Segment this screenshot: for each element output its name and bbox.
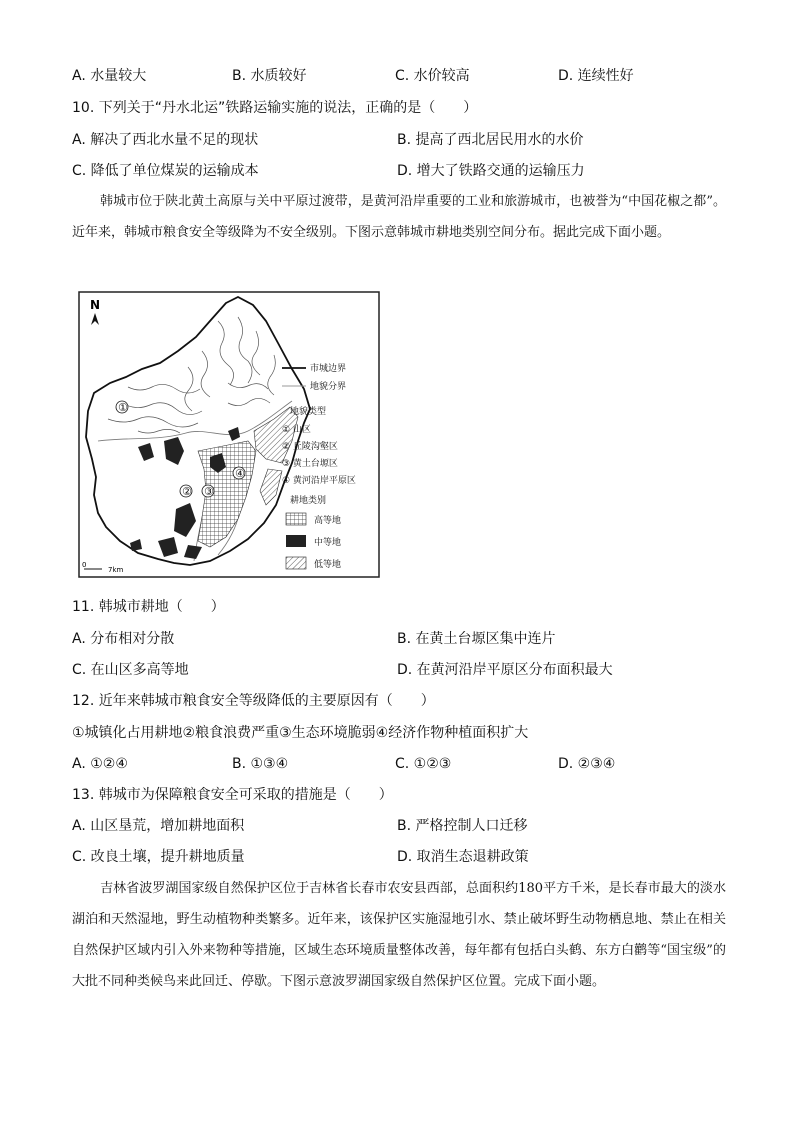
q10-option-c: C. 降低了单位煤炭的运输成本 (72, 163, 259, 179)
q13-stem: 13. 韩城市为保障粮食安全可采取的措施是（ ） (72, 787, 393, 803)
legend-landform-title: 地貌类型 (290, 407, 327, 417)
q11-option-a: A. 分布相对分散 (72, 631, 175, 647)
q9-option-d: D. 连续性好 (558, 68, 634, 84)
scale-zero: 0 (82, 561, 87, 569)
region-3-label: ③ (204, 485, 214, 498)
q13-option-a: A. 山区垦荒，增加耕地面积 (72, 818, 245, 834)
passage-jilin (72, 873, 726, 997)
q13-option-c: C. 改良土壤，提升耕地质量 (72, 849, 245, 865)
region-4-label: ④ (235, 467, 245, 480)
legend-high: 高等地 (314, 516, 342, 526)
q10-stem: 10. 下列关于“丹水北运”铁路运输实施的说法，正确的是（ ） (72, 100, 478, 116)
legend-landform-2: ② 丘陵沟壑区 (282, 442, 338, 452)
legend-city-boundary: 市城边界 (310, 364, 347, 374)
hancheng-farmland-map (78, 291, 380, 578)
q13-option-d: D. 取消生态退耕政策 (397, 849, 529, 865)
passage-hancheng (72, 186, 726, 248)
q12-option-c: C. ①②③ (395, 756, 452, 772)
q11-option-b: B. 在黄土台塬区集中连片 (397, 631, 556, 647)
q12-option-d: D. ②③④ (558, 756, 616, 772)
q11-option-c: C. 在山区多高等地 (72, 662, 189, 678)
scale-unit: 7km (108, 566, 124, 574)
q12-option-b: B. ①③④ (232, 756, 289, 772)
legend-landform-4: ④ 黄河沿岸平原区 (282, 476, 356, 486)
legend-landform-boundary: 地貌分界 (310, 382, 347, 392)
q10-option-d: D. 增大了铁路交通的运输压力 (397, 163, 585, 179)
legend-mid: 中等地 (314, 538, 342, 548)
q10-option-b: B. 提高了西北居民用水的水价 (397, 132, 584, 148)
legend-landform-1: ① 山区 (282, 425, 311, 435)
q13-option-b: B. 严格控制人口迁移 (397, 818, 528, 834)
q9-option-a: A. 水量较大 (72, 68, 147, 84)
q11-stem: 11. 韩城市耕地（ ） (72, 599, 225, 615)
passage-jilin-text: 吉林省波罗湖国家级自然保护区位于吉林省长春市农安县西部，总面积约180平方千米，是长春市最大的淡水湖泊和天然湿地，野生动植物种类繁多。近年来，该保护区实施湿地引水、禁止破坏野生动物栖息地、禁止在相关自然保护区域内引入外来物种等措施，区域生态环境质量整体改善，每年都有包括白头鹤、东方白鹳等“国宝级”的大批不同种类候鸟来此回迁、停歇。下图示意波罗湖国家级自然保护区位置。完成下面小题。 (72, 881, 726, 989)
region-2-label: ② (182, 485, 192, 498)
q12-option-a: A. ①②④ (72, 756, 128, 772)
region-1-label: ① (118, 401, 128, 414)
q10-option-a: A. 解决了西北水量不足的现状 (72, 132, 259, 148)
north-label: N (90, 298, 101, 312)
q9-option-c: C. 水价较高 (395, 68, 470, 84)
q9-option-b: B. 水质较好 (232, 68, 307, 84)
q12-stem: 12. 近年来韩城市粮食安全等级降低的主要原因有（ ） (72, 693, 435, 709)
q12-reasons: ①城镇化占用耕地②粮食浪费严重③生态环境脆弱④经济作物种植面积扩大 (72, 725, 529, 741)
legend-farmland-title: 耕地类别 (290, 496, 327, 506)
passage-hancheng-text: 韩城市位于陕北黄土高原与关中平原过渡带，是黄河沿岸重要的工业和旅游城市，也被誉为“中国花椒之都”。近年来，韩城市粮食安全等级降为不安全级别。下图示意韩城市耕地类别空间分布。据此完成下面小题。 (72, 194, 726, 240)
legend-landform-3: ③ 黄土台塬区 (282, 459, 338, 469)
q11-option-d: D. 在黄河沿岸平原区分布面积最大 (397, 662, 613, 678)
legend-low: 低等地 (314, 560, 342, 570)
